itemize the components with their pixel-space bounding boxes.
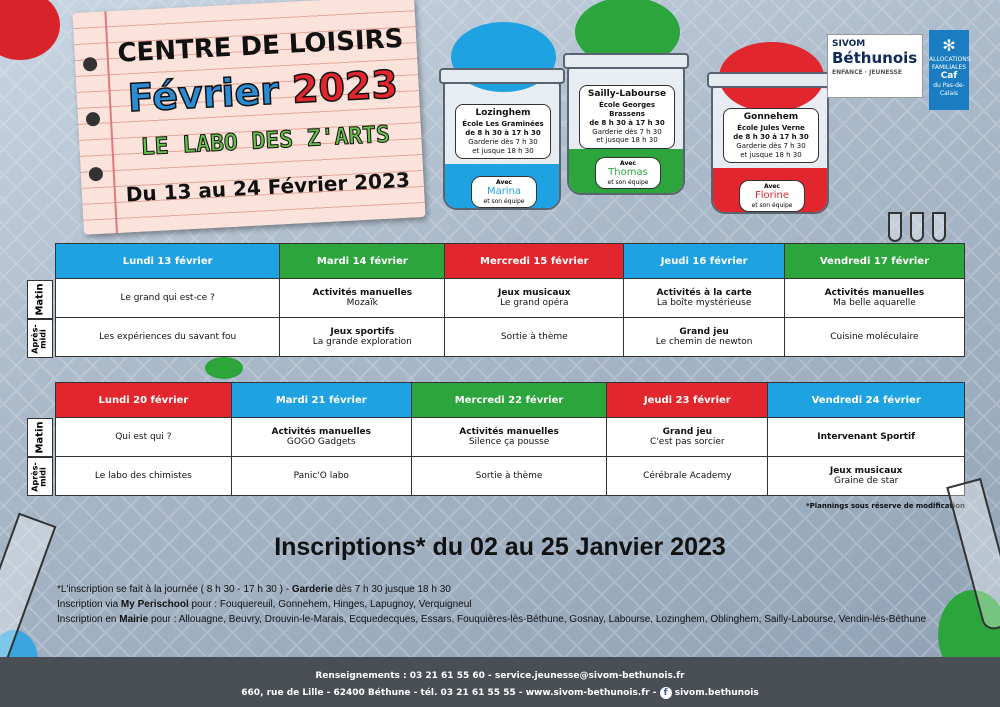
animator-name: Florine	[754, 190, 790, 202]
activity-title: Le grand opéra	[500, 298, 569, 308]
activity-title: Qui est qui ?	[115, 432, 172, 442]
garderie-end: et jusque 18 h 30	[596, 136, 658, 145]
snowflake-icon: ✻	[942, 36, 956, 55]
animator-avec: Avec	[496, 179, 512, 186]
test-tube-small	[910, 212, 924, 242]
town-name: Lozinghem	[475, 108, 531, 118]
day-header: Vendredi 24 février	[768, 383, 965, 418]
activity-cell	[56, 457, 232, 496]
school-name: École Les Graminées	[462, 120, 544, 129]
activity-cell	[445, 279, 624, 318]
facebook-icon: f	[660, 687, 672, 699]
jar-lid	[707, 72, 833, 88]
day-header: Lundi 20 février	[56, 383, 232, 418]
month-name: Février	[126, 68, 281, 121]
side-label-text: Matin	[34, 283, 46, 316]
activity-cell	[768, 418, 965, 457]
footer-address-line	[0, 685, 1000, 702]
day-header-row	[56, 383, 965, 418]
school-label	[455, 104, 551, 159]
activity-cell	[784, 279, 964, 318]
activity-title: Les expériences du savant fou	[99, 332, 237, 342]
morning-row	[56, 418, 965, 457]
side-label-morning	[27, 418, 53, 457]
side-label-afternoon	[27, 319, 53, 358]
activity-title: Ma belle aquarelle	[833, 298, 916, 308]
notepad-hole	[86, 112, 101, 127]
school-label	[579, 85, 675, 149]
activity-category: Grand jeu	[662, 427, 713, 437]
activity-cell	[231, 457, 411, 496]
info-text: pour : Allouagne, Beuvry, Drouvin-le-Marais, Ecquedecques, Essars, Fouquières-lès-Béthune, Gosnay, Labourse, Lozinghem, Oblinghem, Sailly-Labourse, Vendin-lès-Béthune	[148, 614, 927, 625]
activity-cell	[411, 418, 607, 457]
red-paint-drop	[30, 8, 52, 30]
town-name: Sailly-Labourse	[587, 89, 667, 99]
animator-team: et son équipe	[751, 202, 793, 210]
side-label-morning	[27, 280, 53, 319]
school-hours: de 8 h 30 à 17 h 30	[733, 133, 809, 141]
animator-team: et son équipe	[607, 179, 649, 187]
day-header: Lundi 13 février	[56, 244, 280, 279]
lab-jar-2	[567, 65, 685, 195]
animator-name: Marina	[486, 186, 522, 198]
activity-cell	[768, 457, 965, 496]
garderie-start: Garderie dès 7 h 30	[592, 127, 662, 136]
side-label-text: Après-midi	[31, 323, 48, 354]
activity-title: La grande exploration	[312, 337, 412, 347]
month-title	[112, 61, 414, 121]
day-header: Mardi 21 février	[231, 383, 411, 418]
activity-category: Jeux sportifs	[330, 327, 395, 337]
jar-lid	[563, 53, 689, 69]
garderie-end: et jusque 18 h 30	[740, 150, 802, 159]
caf-logo-top: ALLOCATIONS FAMILIALES	[929, 56, 971, 71]
info-text: Inscription en	[57, 614, 120, 625]
activity-title: Silence ça pousse	[468, 437, 550, 447]
activity-title: Le grand qui est-ce ?	[120, 293, 215, 303]
activity-category: Jeux musicaux	[829, 466, 903, 476]
activity-title: Sortie à thème	[475, 471, 543, 481]
day-header: Mercredi 15 février	[445, 244, 624, 279]
activity-cell	[445, 318, 624, 357]
lab-jar-1	[443, 80, 561, 210]
animator-avec: Avec	[764, 183, 780, 190]
activity-title: Sortie à thème	[500, 332, 568, 342]
info-line	[57, 612, 926, 627]
school-label	[723, 108, 819, 163]
day-header-row	[56, 244, 965, 279]
animator-badge	[739, 180, 805, 212]
info-bold: Mairie	[119, 614, 149, 625]
activity-title: Le labo des chimistes	[94, 471, 192, 481]
footer	[0, 657, 1000, 707]
activity-cell	[411, 457, 607, 496]
garderie-start: Garderie dès 7 h 30	[736, 141, 806, 150]
centre-title: CENTRE DE LOISIRS	[116, 23, 405, 69]
jar-lid	[439, 68, 565, 84]
activity-category: Jeux musicaux	[497, 288, 571, 298]
activity-category: Activités manuelles	[312, 288, 413, 298]
title-notepad	[72, 0, 425, 235]
inscriptions-heading: Inscriptions* du 02 au 25 Janvier 2023	[274, 533, 726, 561]
theme-title: LE LABO DES Z'ARTS	[140, 121, 391, 161]
activity-cell	[280, 279, 445, 318]
activity-cell	[231, 418, 411, 457]
info-text: pour : Fouquereuil, Gonnehem, Hinges, Lapugnoy, Verquigneul	[188, 599, 472, 610]
day-header: Mercredi 22 février	[411, 383, 607, 418]
animator-name: Thomas	[608, 167, 648, 179]
activity-cell	[784, 318, 964, 357]
activity-title: La boîte mystérieuse	[656, 298, 752, 308]
footer-address: 660, rue de Lille - 62400 Béthune - tél. 03 21 61 55 55 - www.sivom-bethunois.fr -	[241, 688, 657, 698]
school-hours: de 8 h 30 à 17 h 30	[589, 118, 665, 127]
activity-cell	[280, 318, 445, 357]
activity-category: Activités à la carte	[656, 288, 752, 298]
town-name: Gonnehem	[743, 112, 799, 122]
test-tube-small	[932, 212, 946, 242]
info-block	[57, 582, 926, 627]
day-header: Jeudi 16 février	[624, 244, 785, 279]
school-name: École Jules Verne	[737, 124, 805, 133]
activity-title: C'est pas sorcier	[650, 437, 725, 447]
animator-team: et son équipe	[483, 198, 525, 206]
activity-cell	[607, 457, 768, 496]
period-dates: Du 13 au 24 Février 2023	[125, 167, 411, 207]
animator-badge	[471, 176, 537, 208]
day-header: Mardi 14 février	[280, 244, 445, 279]
info-bold: Garderie	[291, 584, 333, 595]
notepad-hole	[89, 167, 104, 182]
year: 2023	[290, 62, 399, 112]
side-label-text: Après-midi	[31, 461, 48, 492]
test-tube-small	[888, 212, 902, 242]
activity-title: Cérébrale Academy	[643, 471, 732, 481]
facebook-handle[interactable]: sivom.bethunois	[674, 688, 759, 698]
info-bold: My Perischool	[120, 599, 189, 610]
planning-table-week2	[55, 382, 965, 496]
activity-category: Activités manuelles	[271, 427, 372, 437]
sivom-logo-small: SIVOM	[832, 39, 866, 49]
caf-logo	[929, 30, 969, 110]
activity-title: Le chemin de newton	[655, 337, 753, 347]
planning-table-week1	[55, 243, 965, 357]
activity-title: GOGO Gadgets	[286, 437, 356, 447]
info-text: Inscription via	[57, 599, 121, 610]
afternoon-row	[56, 318, 965, 357]
activity-title: Panic'O labo	[293, 471, 349, 481]
day-header: Vendredi 17 février	[784, 244, 964, 279]
side-label-afternoon	[27, 457, 53, 496]
activity-cell	[624, 279, 785, 318]
sivom-logo-sub: ENFANCE · JEUNESSE	[832, 69, 902, 76]
activity-category: Intervenant Sportif	[817, 432, 916, 442]
activity-cell	[607, 418, 768, 457]
green-paint-splat	[205, 357, 243, 379]
activity-category: Grand jeu	[679, 327, 729, 337]
sivom-logo	[827, 34, 923, 98]
afternoon-row	[56, 457, 965, 496]
caf-logo-sub: du Pas-de-Calais	[933, 82, 965, 97]
school-hours: de 8 h 30 à 17 h 30	[465, 129, 541, 137]
activity-title: Mozaïk	[346, 298, 378, 308]
info-text: *L'inscription se fait à la journée ( 8 h 30 - 17 h 30 ) -	[57, 584, 292, 595]
side-label-text: Matin	[34, 421, 46, 454]
planning-note: *Plannings sous réserve de modification	[805, 502, 965, 510]
activity-cell	[56, 418, 232, 457]
garderie-start: Garderie dès 7 h 30	[468, 137, 538, 146]
lab-jar-3	[711, 84, 829, 214]
sivom-logo-brand: Béthunois	[832, 49, 918, 67]
activity-cell	[56, 318, 280, 357]
day-header: Jeudi 23 février	[607, 383, 768, 418]
caf-logo-name: Caf	[940, 71, 958, 81]
info-line	[57, 597, 926, 612]
animator-avec: Avec	[620, 160, 636, 167]
activity-cell	[56, 279, 280, 318]
footer-contact: Renseignements : 03 21 61 55 60 - service.jeunesse@sivom-bethunois.fr	[315, 671, 685, 681]
activity-title: Graine de star	[834, 476, 899, 486]
morning-row	[56, 279, 965, 318]
notepad-hole	[83, 57, 98, 72]
garderie-end: et jusque 18 h 30	[472, 146, 534, 155]
activity-title: Cuisine moléculaire	[830, 332, 919, 342]
activity-category: Activités manuelles	[459, 427, 559, 437]
school-name: École Georges Brassens	[598, 101, 655, 118]
info-line	[57, 582, 926, 597]
info-text: dès 7 h 30 jusque 18 h 30	[332, 584, 451, 595]
activity-category: Activités manuelles	[824, 288, 925, 298]
animator-badge	[595, 157, 661, 189]
activity-cell	[624, 318, 785, 357]
